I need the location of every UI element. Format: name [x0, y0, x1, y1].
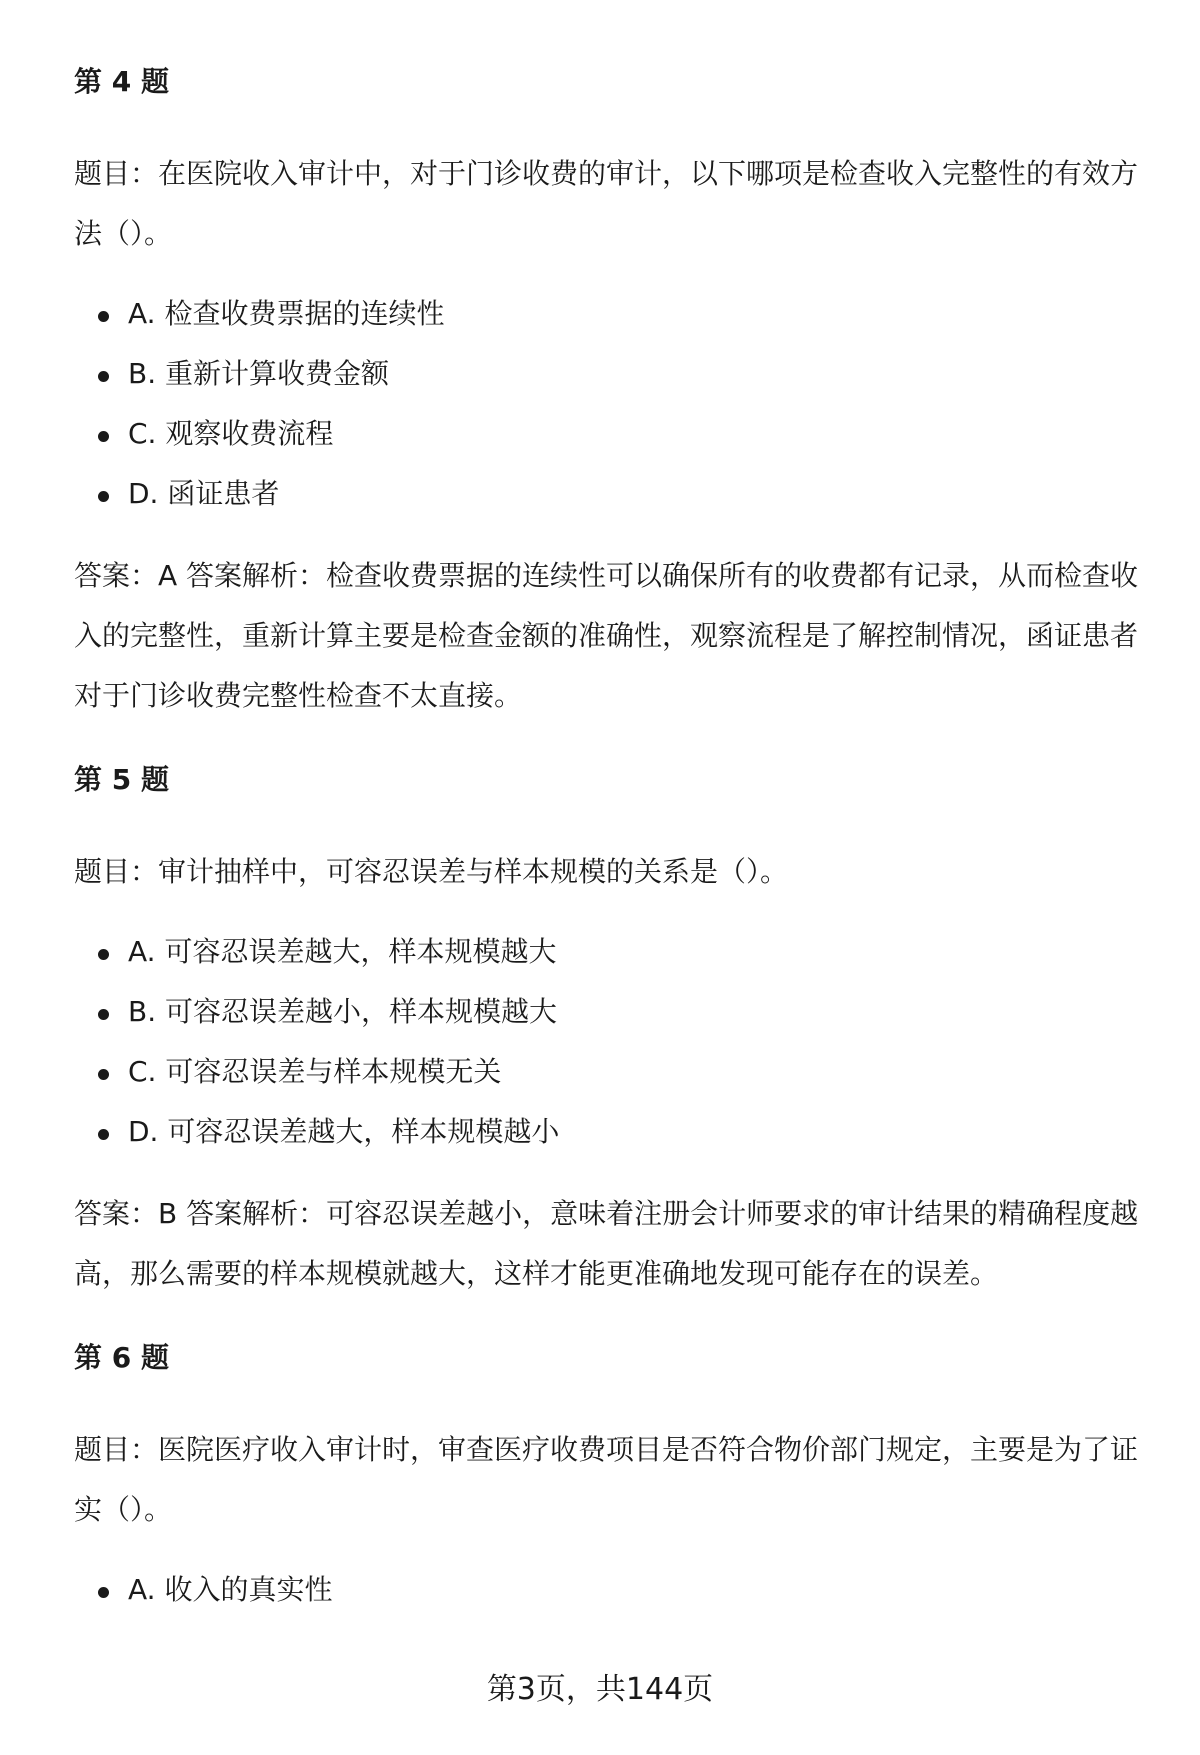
question-title: 第 5 题 [74, 763, 169, 796]
option-a [74, 284, 1154, 344]
bullet-icon [98, 491, 109, 502]
option-b [74, 344, 1154, 404]
option-label: A. 可容忍误差越大，样本规模越大 [128, 935, 557, 968]
option-label: D. 函证患者 [128, 477, 280, 510]
answer-explanation: 答案：A 答案解析：检查收费票据的连续性可以确保所有的收费都有记录，从而检查收入的完整性，重新计算主要是检查金额的准确性，观察流程是了解控制情况，函证患者对于门诊收费完整性检查不太直接。 [74, 559, 1139, 712]
bullet-icon [98, 949, 109, 960]
option-label: C. 观察收费流程 [128, 417, 334, 450]
option-a [74, 922, 1154, 982]
options-list [74, 284, 1154, 524]
bullet-icon [98, 1009, 109, 1020]
option-label: A. 收入的真实性 [128, 1573, 333, 1606]
question-text: 题目：在医院收入审计中，对于门诊收费的审计，以下哪项是检查收入完整性的有效方法（）。 [74, 157, 1139, 250]
page-number: 第3页，共144页 [486, 1672, 714, 1707]
option-label: C. 可容忍误差与样本规模无关 [128, 1055, 502, 1088]
question-title: 第 4 题 [74, 65, 169, 98]
document-page [74, 62, 1154, 1620]
options-list [74, 922, 1154, 1162]
question-text: 题目：医院医疗收入审计时，审查医疗收费项目是否符合物价部门规定，主要是为了证实（）。 [74, 1433, 1139, 1526]
bullet-icon [98, 1129, 109, 1140]
bullet-icon [98, 1069, 109, 1080]
option-label: B. 重新计算收费金额 [128, 357, 390, 390]
options-list [74, 1560, 1154, 1620]
question-text: 题目：审计抽样中，可容忍误差与样本规模的关系是（）。 [74, 855, 789, 888]
option-d [74, 464, 1154, 524]
option-label: D. 可容忍误差越大，样本规模越小 [128, 1115, 560, 1148]
question-4 [74, 62, 1154, 726]
bullet-icon [98, 431, 109, 442]
option-c [74, 404, 1154, 464]
bullet-icon [98, 1587, 109, 1598]
question-6 [74, 1338, 1154, 1620]
question-5 [74, 760, 1154, 1304]
option-d [74, 1102, 1154, 1162]
bullet-icon [98, 311, 109, 322]
bullet-icon [98, 371, 109, 382]
answer-explanation: 答案：B 答案解析：可容忍误差越小，意味着注册会计师要求的审计结果的精确程度越高，那么需要的样本规模就越大，这样才能更准确地发现可能存在的误差。 [74, 1197, 1139, 1290]
option-c [74, 1042, 1154, 1102]
option-b [74, 982, 1154, 1042]
question-title: 第 6 题 [74, 1341, 169, 1374]
option-label: A. 检查收费票据的连续性 [128, 297, 445, 330]
option-a [74, 1560, 1154, 1620]
option-label: B. 可容忍误差越小，样本规模越大 [128, 995, 558, 1028]
